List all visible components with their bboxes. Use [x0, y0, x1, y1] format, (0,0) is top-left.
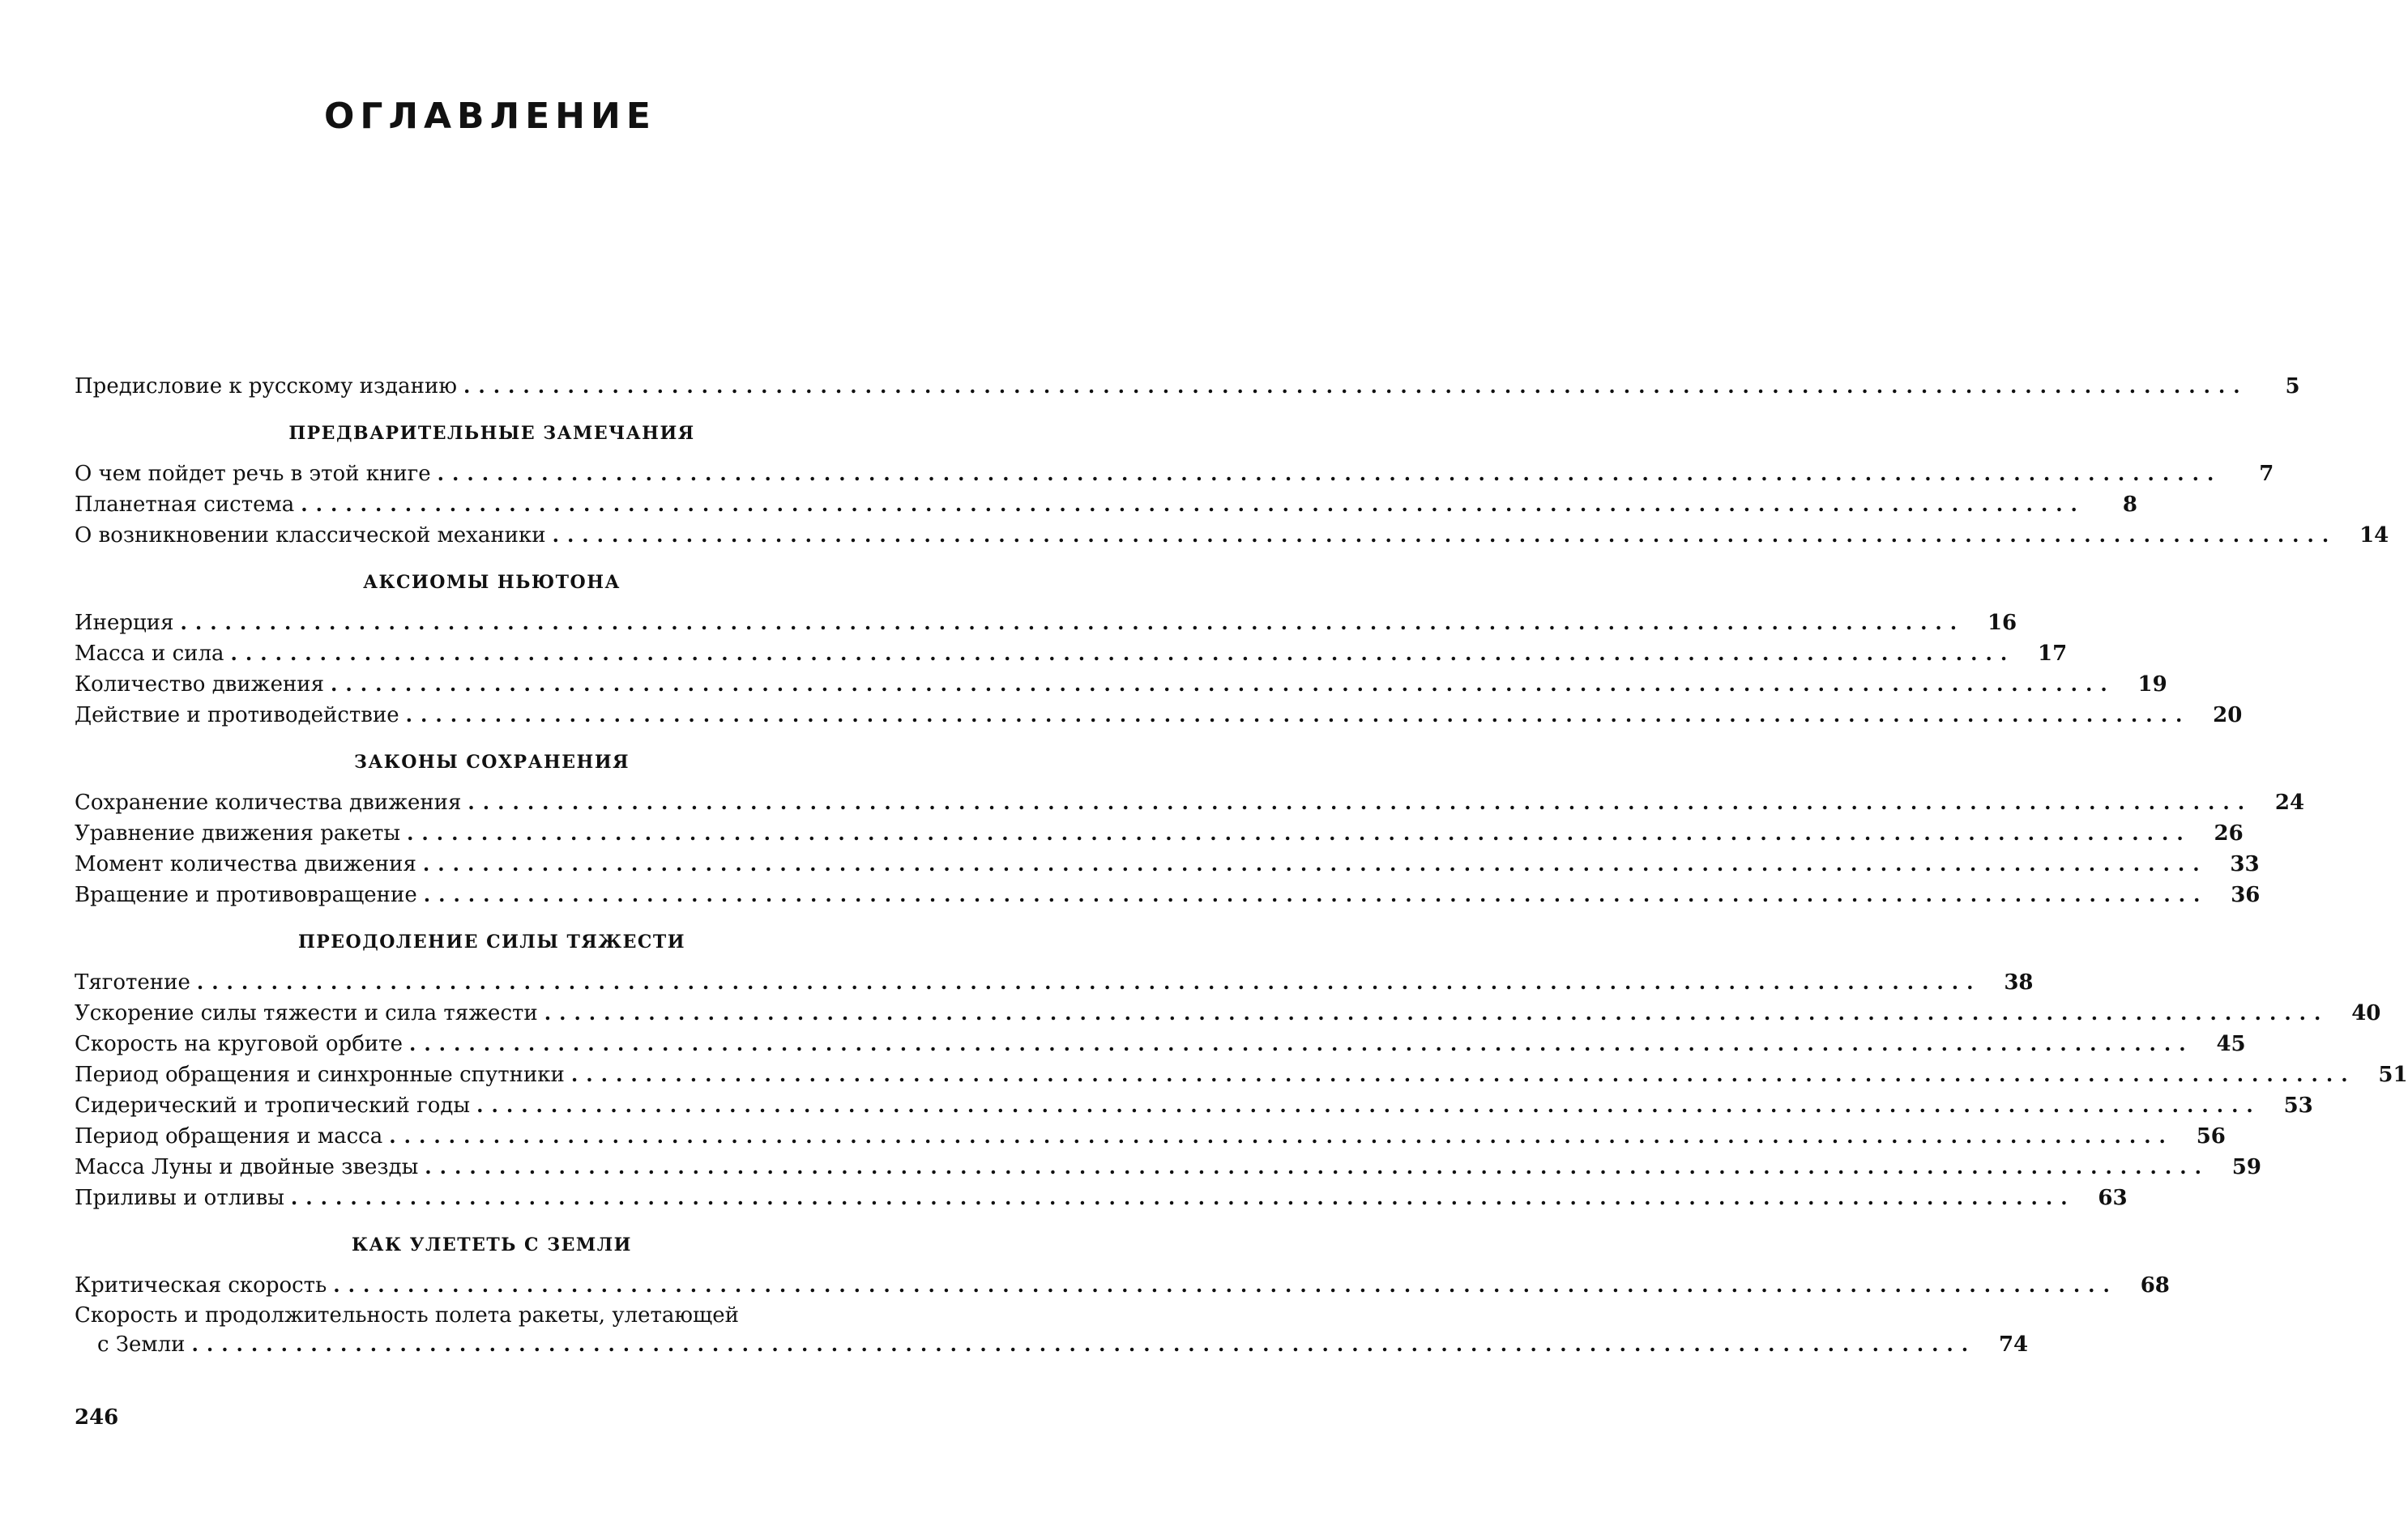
- toc-entry-continuation: [75, 1330, 2029, 1359]
- toc-entry-label: Предисловие к русскому изданию: [75, 374, 457, 399]
- toc-entry-page: 33: [2230, 852, 2260, 876]
- toc-entry-label: Критическая скорость: [75, 1273, 327, 1298]
- toc-entry-label: Период обращения и синхронные спутники: [75, 1063, 565, 1087]
- leader-dots: ........................................................................................................................: [422, 852, 2208, 876]
- toc-entry[interactable]: [75, 1029, 2246, 1059]
- toc-entry-page: 40: [2351, 1001, 2381, 1025]
- toc-entry-label: О возникновении классической механики: [75, 523, 546, 548]
- toc-entry-page: 68: [2140, 1273, 2170, 1298]
- toc-entry[interactable]: [75, 638, 2068, 669]
- toc-entry-label: О чем пойдет речь в этой книге: [75, 462, 431, 486]
- toc-entry-page: 53: [2283, 1094, 2313, 1118]
- toc-entry-label: Масса Луны и двойные звезды: [75, 1155, 419, 1179]
- leader-dots: ........................................................................................................................: [408, 1032, 2194, 1055]
- leader-dots: ........................................................................................................................: [552, 523, 2338, 547]
- toc-entry-page: 14: [2359, 523, 2389, 548]
- toc-entry-page: 5: [2285, 374, 2300, 399]
- toc-entry[interactable]: [75, 458, 2274, 489]
- leader-dots: ........................................................................................................................: [333, 1273, 2118, 1297]
- leader-dots: ........................................................................................................................: [407, 821, 2192, 845]
- toc-entry-label: Момент количества движения: [75, 852, 416, 876]
- toc-entry[interactable]: [75, 1183, 2128, 1213]
- section-heading: АКСИОМЫ НЬЮТОНА: [363, 572, 621, 593]
- leader-dots: ........................................................................................................................: [423, 883, 2209, 906]
- toc-entry-page: 38: [2004, 970, 2034, 995]
- toc-entry-page: 51: [2378, 1063, 2408, 1087]
- leader-dots: ........................................................................................................................: [405, 703, 2191, 727]
- toc-entry[interactable]: [75, 1152, 2261, 1183]
- toc-entry[interactable]: [75, 787, 2305, 818]
- toc-entry-page: 24: [2274, 791, 2305, 815]
- leader-dots: ........................................................................................................................: [389, 1124, 2174, 1148]
- toc-entry-page: 56: [2196, 1124, 2226, 1149]
- page-title: ОГЛАВЛЕНИЕ: [324, 96, 656, 137]
- toc-entry-label: Тяготение: [75, 970, 190, 995]
- toc-entry[interactable]: [75, 700, 2243, 731]
- toc-entry[interactable]: [75, 1121, 2226, 1152]
- leader-dots: ........................................................................................................................: [290, 1186, 2076, 1209]
- leader-dots: ........................................................................................................................: [230, 642, 2016, 665]
- toc-entry[interactable]: [75, 1090, 2313, 1121]
- leader-dots: ........................................................................................................................: [463, 374, 2248, 398]
- toc-sections: [75, 402, 2408, 1301]
- toc-entry-label: Ускорение силы тяжести и сила тяжести: [75, 1001, 538, 1025]
- toc-entry[interactable]: [75, 1270, 2170, 1301]
- section-heading: ПРЕОДОЛЕНИЕ СИЛЫ ТЯЖЕСТИ: [297, 932, 686, 953]
- toc-entry[interactable]: [75, 818, 2244, 849]
- toc-entry-page: 20: [2213, 703, 2243, 727]
- leader-dots: ........................................................................................................................: [425, 1155, 2209, 1179]
- leader-dots: ........................................................................................................................: [196, 970, 1982, 994]
- leader-dots: ........................................................................................................................: [476, 1094, 2261, 1117]
- section-heading: КАК УЛЕТЕТЬ С ЗЕМЛИ: [352, 1234, 632, 1256]
- page-number: 246: [75, 1405, 119, 1430]
- toc-entry-label: Приливы и отливы: [75, 1186, 284, 1210]
- toc-entry-label: Инерция: [75, 611, 174, 635]
- toc-entry-preface[interactable]: [75, 371, 2300, 402]
- toc-entry[interactable]: [75, 520, 2389, 551]
- toc-entry[interactable]: [75, 489, 2137, 520]
- toc-entry[interactable]: [75, 967, 2034, 998]
- toc-entry[interactable]: [75, 998, 2381, 1029]
- toc-entry-last[interactable]: [75, 1301, 2029, 1359]
- leader-dots: ........................................................................................................................: [331, 672, 2116, 696]
- leader-dots: ........................................................................................................................: [544, 1001, 2329, 1025]
- toc-entry-label: Вращение и противовращение: [75, 883, 417, 907]
- section-heading: ЗАКОНЫ СОХРАНЕНИЯ: [353, 752, 630, 773]
- toc-entry-label-line1: Скорость и продолжительность полета ракеты, улетающей: [75, 1303, 739, 1328]
- toc-entry-label-line2: с Земли: [97, 1332, 186, 1357]
- table-of-contents: [75, 371, 2408, 1359]
- toc-entry-label: Скорость на круговой орбите: [75, 1032, 403, 1056]
- toc-entry-page: 63: [2098, 1186, 2128, 1210]
- toc-entry-page: 19: [2137, 672, 2167, 697]
- toc-entry-label: Период обращения и масса: [75, 1124, 383, 1149]
- toc-entry-page: 45: [2216, 1032, 2246, 1056]
- toc-entry-page: 17: [2037, 642, 2068, 666]
- toc-entry[interactable]: [75, 1059, 2408, 1090]
- toc-entry-label: Уравнение движения ракеты: [75, 821, 401, 846]
- toc-entry-page: 59: [2231, 1155, 2261, 1179]
- toc-entry[interactable]: [75, 608, 2017, 638]
- leader-dots: ........................................................................................................................: [191, 1332, 1977, 1356]
- toc-entry[interactable]: [75, 849, 2260, 880]
- toc-entry-label: Количество движения: [75, 672, 325, 697]
- leader-dots: ........................................................................................................................: [437, 462, 2222, 485]
- toc-entry-page: 8: [2122, 492, 2137, 517]
- leader-dots: ........................................................................................................................: [468, 791, 2253, 814]
- toc-entry-page: 74: [1998, 1332, 2029, 1357]
- leader-dots: ........................................................................................................................: [301, 492, 2086, 516]
- toc-entry-label: Планетная система: [75, 492, 295, 517]
- toc-entry[interactable]: [75, 669, 2167, 700]
- toc-entry-label: Масса и сила: [75, 642, 224, 666]
- toc-entry[interactable]: [75, 880, 2261, 910]
- toc-entry-label: Сохранение количества движения: [75, 791, 462, 815]
- section-heading: ПРЕДВАРИТЕЛЬНЫЕ ЗАМЕЧАНИЯ: [288, 423, 695, 444]
- toc-entry-page: 26: [2214, 821, 2244, 846]
- toc-entry-label: Сидерический и тропический годы: [75, 1094, 471, 1118]
- toc-entry-page: 36: [2231, 883, 2261, 907]
- leader-dots: ........................................................................................................................: [180, 611, 1966, 634]
- toc-entry-page: 7: [2259, 462, 2274, 486]
- toc-entry-label: Действие и противодействие: [75, 703, 399, 727]
- leader-dots: ........................................................................................................................: [570, 1063, 2356, 1086]
- toc-entry-page: 16: [1987, 611, 2017, 635]
